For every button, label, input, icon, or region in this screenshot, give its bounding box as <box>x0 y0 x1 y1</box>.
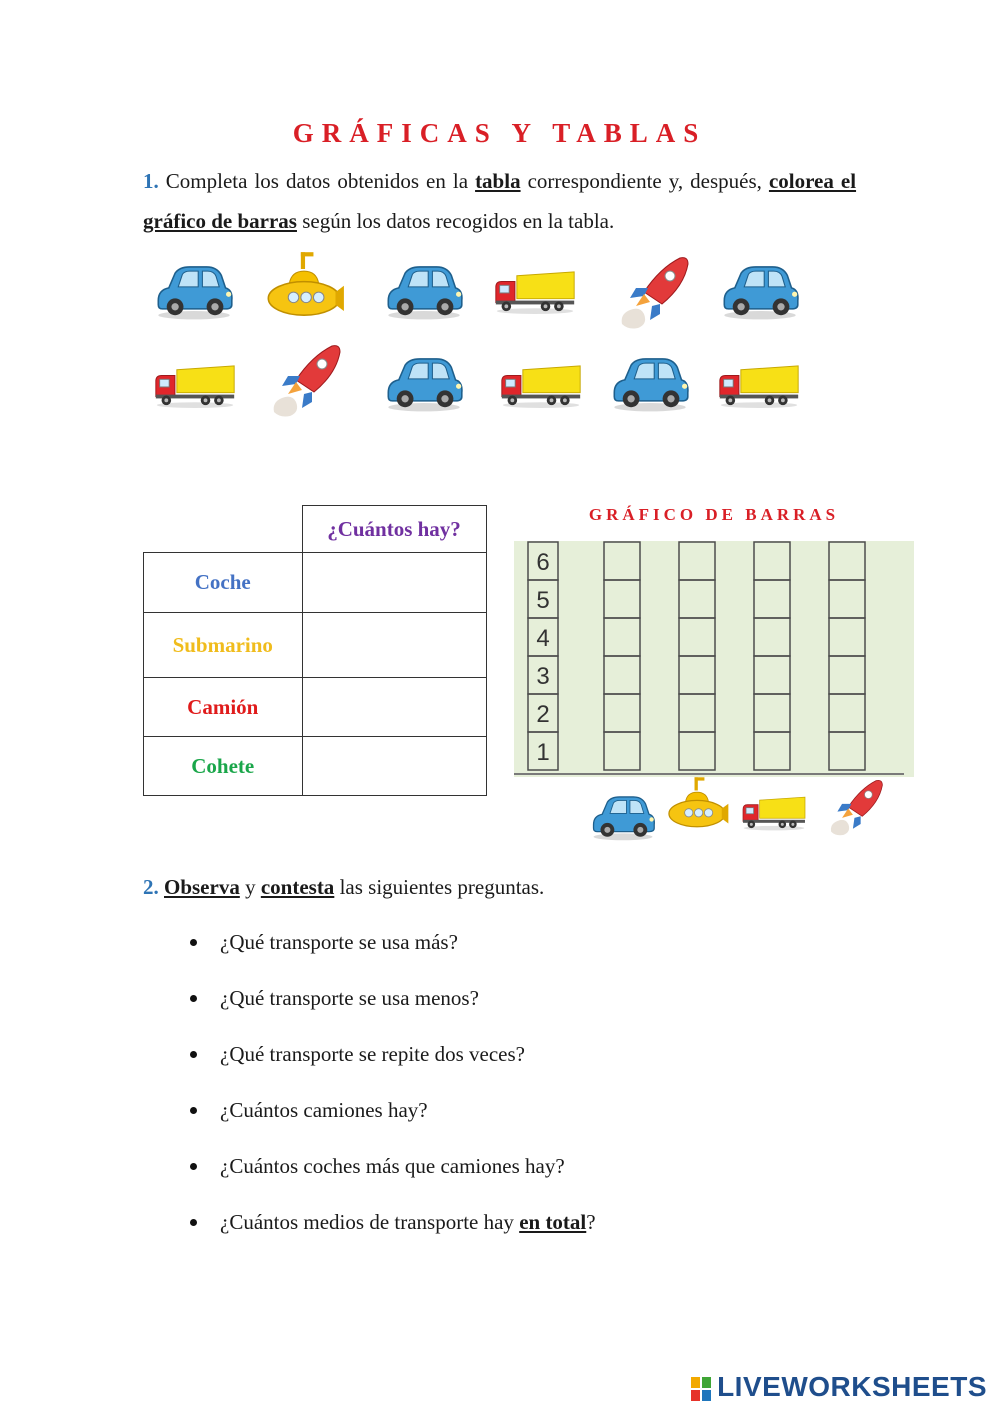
question-item <box>190 976 596 1032</box>
rocket-icon <box>612 252 696 332</box>
bullet-icon <box>190 1163 197 1170</box>
question-item <box>190 920 596 976</box>
bullet-icon <box>190 1051 197 1058</box>
question-text: ¿Qué transporte se usa más? <box>220 930 458 954</box>
row-label-submarino: Submarino <box>144 613 303 678</box>
rocket-icon <box>822 776 890 838</box>
bullet-icon <box>190 1219 197 1226</box>
answer-cell-cohete[interactable] <box>302 737 486 796</box>
question-2-number: 2. <box>143 875 159 899</box>
car-icon <box>608 350 692 414</box>
question-mark: ? <box>586 1210 596 1234</box>
q2-keyword-contesta: contesta <box>260 875 335 899</box>
bullet-icon <box>190 995 197 1002</box>
question-text: ¿Cuántos camiones hay? <box>220 1098 428 1122</box>
truck-icon <box>498 362 584 410</box>
car-icon <box>152 258 236 322</box>
bar-chart <box>514 541 914 777</box>
car-icon <box>588 790 658 842</box>
q2-text-y: y <box>245 875 256 899</box>
chart-title: GRÁFICO DE BARRAS <box>588 505 840 524</box>
y-tick-label: 3 <box>536 663 550 690</box>
question-list <box>190 920 596 1256</box>
car-icon <box>718 258 802 322</box>
question-item <box>190 1144 596 1200</box>
question-keyword-total: en total <box>519 1210 587 1234</box>
y-tick-label: 6 <box>536 549 550 576</box>
truck-icon <box>152 362 238 410</box>
question-1-instructions <box>143 161 856 241</box>
rocket-icon <box>262 340 350 420</box>
question-item <box>190 1200 596 1256</box>
truck-icon <box>740 793 808 833</box>
row-label-coche: Coche <box>144 553 303 613</box>
y-tick-label: 1 <box>536 739 550 766</box>
q2-keyword-observa: Observa <box>164 875 240 899</box>
y-tick-label: 4 <box>536 625 550 652</box>
question-item <box>190 1032 596 1088</box>
question-item <box>190 1088 596 1144</box>
q2-text-rest: las siguientes preguntas. <box>339 875 545 899</box>
y-tick-label: 2 <box>536 701 550 728</box>
car-icon <box>382 258 466 322</box>
answer-cell-coche[interactable] <box>302 553 486 613</box>
chart-background <box>514 541 914 777</box>
question-text: ¿Cuántos medios de transporte hay <box>220 1210 514 1234</box>
q1-keyword-colorea: colorea el gráfico de barras <box>143 169 857 233</box>
question-text: ¿Cuántos coches más que camiones hay? <box>220 1154 565 1178</box>
table-header: ¿Cuántos hay? <box>302 506 486 553</box>
y-tick-label: 5 <box>536 587 550 614</box>
count-table <box>143 505 487 796</box>
q1-keyword-tabla: tabla <box>475 169 521 193</box>
question-text: ¿Qué transporte se repite dos veces? <box>220 1042 525 1066</box>
brand-name: LIVEWORKSHEETS <box>717 1371 987 1402</box>
submarine-icon <box>262 248 346 332</box>
bullet-icon <box>190 939 197 946</box>
brand-logo[interactable] <box>717 1371 987 1403</box>
q1-text-2: correspondiente y, después, <box>527 169 762 193</box>
answer-cell-submarino[interactable] <box>302 613 486 678</box>
car-icon <box>382 350 466 414</box>
liveworksheets-logo-icon <box>691 1377 711 1401</box>
question-2-instructions <box>143 867 856 907</box>
question-text: ¿Qué transporte se usa menos? <box>220 986 479 1010</box>
answer-cell-camion[interactable] <box>302 678 486 737</box>
submarine-icon <box>664 774 730 840</box>
question-1-number: 1. <box>143 169 159 193</box>
row-label-cohete: Cohete <box>144 737 303 796</box>
truck-icon <box>492 268 578 316</box>
page-title: GRÁFICAS Y TABLAS <box>292 118 707 148</box>
table-corner <box>144 506 303 553</box>
truck-icon <box>716 362 802 410</box>
row-label-camion: Camión <box>144 678 303 737</box>
bullet-icon <box>190 1107 197 1114</box>
q1-text-3: según los datos recogidos en la tabla. <box>302 209 615 233</box>
q1-text-1: Completa los datos obtenidos en la <box>165 169 469 193</box>
